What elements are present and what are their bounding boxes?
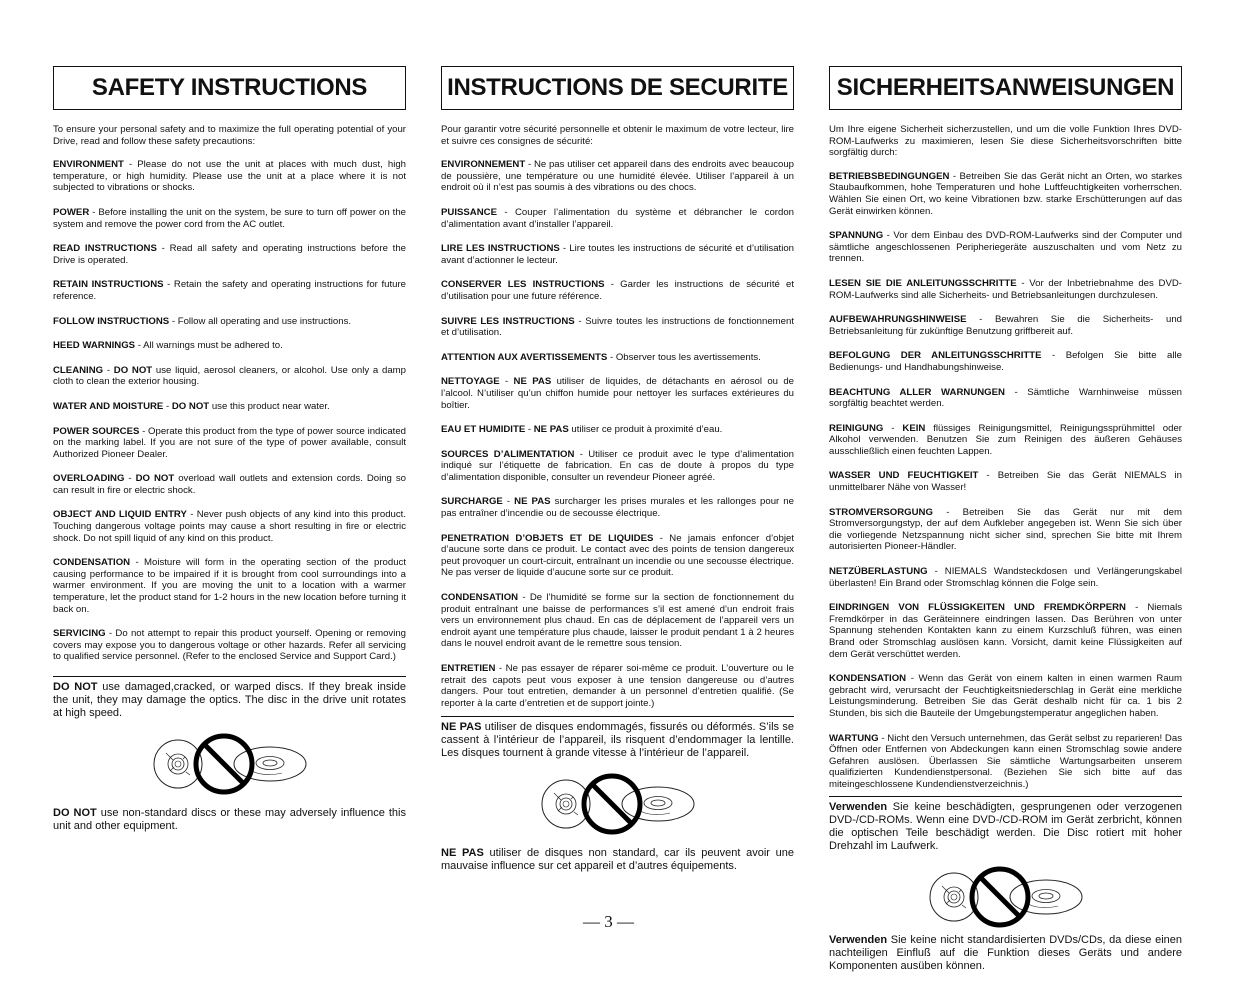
instruction-term: ENTRETIEN [441,663,496,674]
instruction-term: CONDENSATION [53,557,131,569]
non-standard-disc-warning [441,847,794,873]
instruction-term: READ INSTRUCTIONS [53,243,157,255]
instruction-text: - All warnings must be adhered to. [135,340,283,352]
instruction-text: overload wall outlets and extension cords. Doing so can result in fire or electric shock. [53,473,407,496]
instruction-term: OVERLOADING [53,473,125,485]
instruction-text: use this product near water. [209,400,330,412]
instruction-term: CONDENSATION [441,592,519,604]
instruction-item [53,365,406,388]
divider [441,716,794,717]
instruction-item [53,557,406,615]
instruction-text: utiliser de liquides, de détachants en aérosol ou de l’alcool. N’utiliser qu’un chiffon humide pour nettoyer les surfaces extérieures du boîtier. [441,376,794,411]
instruction-text: - Betreiben Sie das Gerät nicht an Orten, wo starkes Staubaufkommen, hohe Temperaturen und hohe Luftfeuchtigkeiten vorherrschen. Wählen Sie einen Ort, wo keine Vibrationen bzw. starke Erschütterungen auf das Gerät einwirken können. [829,170,1182,217]
instruction-item [53,159,406,194]
instruction-term: PUISSANCE [441,206,497,218]
instruction-term: BEACHTUNG ALLER WARNUNGEN [829,386,1005,398]
instruction-item [441,243,794,266]
instruction-term: ENVIRONNEMENT [441,159,526,171]
warning-text: use non-standard discs or these may adversely influence this unit and other equipment. [53,807,406,832]
instruction-sep: - [525,424,534,436]
instruction-list [441,159,794,709]
instruction-term: RETAIN INSTRUCTIONS [53,279,164,291]
intro-text: To ensure your personal safety and to maximize the full operating potential of your Drive, read and follow these safety precautions: [53,124,406,147]
instruction-text: - Please do not use the unit at places with much dust, high temperature, or high humidity. Please use the unit at a place where it is not subjected to vibrations or shocks. [53,159,406,194]
instruction-text: - Ne pas essayer de réparer soi-même ce produit. L’ouverture ou le retrait des capots peut vous exposer à une tension dangereuse ou d’autres dangers. Pour tout entretien, demander à un personnel d’entretien qualifié. (Se reporter à la carte d’entretien et de support jointe.) [441,663,794,709]
instruction-term: EINDRINGEN VON FLÜSSIGKEITEN UND FREMDKÖRPERN [829,602,1126,614]
instruction-text: - Ne jamais enfoncer d’objet d’aucune sorte dans ce produit. Le contact avec des points de tension dangereux peut provoquer un court-circuit, entraînant un incendie ou une secousse électrique. Ne pas verser de liquide d’aucune sorte sur ce produit. [441,532,794,579]
instruction-text: - Lire toutes les instructions de sécurité et d’utilisation avant d’actionner le lecteur. [441,243,794,266]
instruction-item [441,279,794,302]
instruction-term2: NE PAS [513,376,552,388]
instruction-term2: DO NOT [113,364,153,376]
instruction-text: surcharger les prises murales et les rallonges pour ne pas entraîner d’incendie ou de secousse électrique. [441,496,794,520]
instruction-term: FOLLOW INSTRUCTIONS [53,315,170,327]
instruction-term: POWER SOURCES [53,425,140,437]
instruction-text: - Betreiben Sie das Gerät nur mit dem Stromversorgungstyp, der auf dem Aufkleber angegeben ist. Wenn Sie sich über die vorliegende Netzspannung nicht sicher sind, sprechen Sie bitte mit Ihrem autorisierten Pioneer-Händler. [829,506,1182,553]
instruction-text: - Vor der Inbetriebnahme des DVD-ROM-Laufwerks sind alle Sicherheits- und Betriebsanleitungen durchzulesen. [829,277,1182,301]
no-damaged-disc-icon [928,866,1084,928]
instruction-term: SERVICING [53,628,106,640]
instruction-text: - Niemals Fremdkörper in das Geräteinnere eindringen lassen. Das Berühren von unter Spannung stehenden Kontakten kann zu einem Kurzschluß führen, was einen Brand oder Stromschlag auslösen kann. Vorsicht, damit keine Flüssigkeiten auf dem Gerät verschüttet werden. [829,602,1182,660]
instruction-item [441,496,794,519]
instruction-sep: - [163,400,172,412]
instruction-list [53,159,406,663]
damaged-disc-warning [53,681,406,720]
column-french [441,66,794,886]
instruction-item [829,566,1182,589]
warning-text: Sie keine beschädigten, gesprungenen oder verzogenen DVD-/CD-ROMs. Wenn eine DVD-/CD-ROM im Gerät zerbricht, können die optischen Teile beschädigt werden. Die Disc rotiert mit hoher Drehzahl im Laufwerk. [829,800,1182,852]
instruction-term: LIRE LES INSTRUCTIONS [441,243,560,255]
instruction-item [53,243,406,266]
instruction-term2: KEIN [902,422,926,434]
instruction-text: - Utiliser ce produit avec le type d’alimentation indiqué sur l’étiquette de fabrication. En cas de doute à propos du type d’alimentation disponible, consulter un revendeur Pioneer agréé. [441,448,794,483]
instruction-term: LESEN SIE DIE ANLEITUNGSSCHRITTE [829,277,1017,289]
instruction-item [829,314,1182,337]
instruction-list [829,171,1182,791]
instruction-item [441,376,794,411]
warning-term: Verwenden [829,933,888,946]
instruction-sep: - [499,376,514,388]
instruction-term2: NE PAS [533,424,569,436]
instruction-text: - Befolgen Sie bitte alle Bedienungs- und Handhabungshinweise. [829,350,1182,373]
instruction-text: - Ne pas utiliser cet appareil dans des endroits avec beaucoup de poussière, une température ou une humidité élevée. Utiliser l’appareil à un endroit où il n’est pas soumis à des vibrations ou des chocs. [441,159,794,194]
section-body [441,124,794,873]
instruction-text: - Nicht den Versuch unternehmen, das Gerät selbst zu reparieren! Das Öffnen oder Entfernen von Abdeckungen kann einen Stromschlag sowie andere Gefahren auslösen. Überlassen Sie sämtliche Wartungsarbeiten unserem qualifizierten Kundendienstpersonal. (Beziehen Sie sich bitte auf das miteingeschlossene Kundendienstverzeichnis.) [829,732,1182,790]
section-title: SAFETY INSTRUCTIONS [53,66,406,110]
instruction-sep: - [883,422,903,434]
disc-figure [441,773,794,835]
section-body [829,124,1182,973]
instruction-item [829,350,1182,373]
instruction-text: flüssiges Reinigungsmittel, Reinigungssprühmittel oder Alkohol verwenden. Benutzen Sie zum Reinigen des äußeren Gehäuses ausschließlich einen feuchten Lappen. [829,422,1182,457]
instruction-text: - Never push objects of any kind into this product. Touching dangerous voltage points may cause a short resulting in fire or electric shock. Do not spill liquid of any kind on this product. [53,509,406,544]
instruction-text: - Do not attempt to repair this product yourself. Opening or removing covers may expose you to dangerous voltage or other hazards. Refer all servicing to qualified service personnel. (Refer to the enclosed Service and Support Card.) [53,628,406,663]
section-title: SICHERHEITSANWEISUNGEN [829,66,1182,110]
instruction-sep: - [103,364,114,376]
column-german [829,66,1182,986]
no-damaged-disc-icon [540,773,696,835]
instruction-item [829,602,1182,660]
warning-term: Verwenden [829,800,888,813]
section-title: INSTRUCTIONS DE SECURITE [441,66,794,110]
instruction-item [829,278,1182,301]
instruction-text: - Sämtliche Warnhinweise müssen sorgfältig beachtet werden. [829,386,1183,410]
instruction-item [441,207,794,230]
warning-term: DO NOT [53,807,97,819]
instruction-term: CONSERVER LES INSTRUCTIONS [441,279,605,291]
instruction-term: SURCHARGE [441,496,503,508]
instruction-term: BETRIEBSBEDINGUNGEN [829,170,950,182]
instruction-text: - Bewahren Sie die Sicherheits- und Betriebsanleitung für zukünftige Benutzung griffbereit auf. [829,314,1182,337]
instruction-text: - Retain the safety and operating instructions for future reference. [53,279,406,302]
instruction-item [53,426,406,461]
instruction-item [53,279,406,302]
instruction-term: WATER AND MOISTURE [53,400,164,412]
instruction-text: - Vor dem Einbau des DVD-ROM-Laufwerks sind der Computer und sämtliche angeschlossenen Peripheriegeräte auszuschalten und vom Netz zu trennen. [829,230,1182,265]
instruction-text: - Observer tous les avertissements. [607,351,761,363]
instruction-term: SUIVRE LES INSTRUCTIONS [441,315,575,327]
intro-text: Pour garantir votre sécurité personnelle et obtenir le maximum de votre lecteur, lire et suivre ces consignes de sécurité: [441,124,794,147]
damaged-disc-warning [829,801,1182,853]
instruction-item [829,171,1182,217]
instruction-item [53,316,406,328]
instruction-item [829,507,1182,553]
instruction-text: - Garder les instructions de sécurité et d’utilisation pour une future référence. [441,279,795,302]
instruction-item [53,473,406,496]
instruction-item [829,423,1182,458]
instruction-sep: - [124,473,136,485]
instruction-item [829,470,1182,493]
instruction-text: - Before installing the unit on the system, be sure to turn off power on the system and remove the power cord from the AC outlet. [53,206,406,230]
divider [829,796,1182,797]
instruction-term2: DO NOT [135,473,175,485]
instruction-text: - NIEMALS Wandsteckdosen und Verlängerungskabel überlasten! Ein Brand oder Stromschlag können die Folge sein. [829,566,1182,589]
instruction-text: - Read all safety and operating instructions before the Drive is operated. [53,243,406,266]
instruction-item [53,628,406,663]
instruction-text: - Betreiben Sie das Gerät NIEMALS in unmittelbarer Nähe von Wasser! [829,470,1182,494]
instruction-item [441,533,794,579]
instruction-term: CLEANING [53,364,104,376]
instruction-sep: - [502,496,515,508]
instruction-item [441,159,794,194]
warning-text: use damaged,cracked, or warped discs. If they break inside the unit, they may damage the optics. The disc in the drive unit rotates at high speed. [53,681,406,719]
instruction-item [441,316,794,339]
warning-text: utiliser de disques endommagés, fissurés ou déformés. S’ils se cassent à l’intérieur de l’appareil, ils risquent d’endommager la lentille. Les disques tournent à grande vitesse à l’intérieur de l’appareil. [441,721,795,760]
instruction-item [441,352,794,364]
instruction-term: EAU ET HUMIDITE [441,424,526,436]
instruction-text: - Moisture will form in the operating section of the product causing performance to be impaired if it is brought from cool surroundings into a warmer environment. If you are moving the unit to a location with a warmer temperature, let the product stand for 1-2 hours in the new location before turning it back on. [53,557,406,615]
instruction-term: ENVIRONMENT [53,159,124,171]
instruction-term: WASSER UND FEUCHTIGKEIT [829,470,979,482]
instruction-term: REINIGUNG [829,422,884,434]
non-standard-disc-warning [53,807,406,833]
intro-text: Um Ihre eigene Sicherheit sicherzustellen, und um die volle Funktion Ihres DVD-ROM-Laufwerks zu maximieren, lesen Sie diese Sicherheitsvorschriften bitte sorgfältig durch: [829,124,1182,159]
instruction-term: NETZÜBERLASTUNG [829,566,928,578]
warning-term: NE PAS [441,847,484,860]
instruction-item [829,733,1182,791]
instruction-term2: DO NOT [171,400,210,412]
instruction-item [441,424,794,436]
instruction-item [53,401,406,413]
instruction-term: BEFOLGUNG DER ANLEITUNGSSCHRITTE [829,350,1042,362]
no-damaged-disc-icon [152,733,308,795]
instruction-item [441,663,794,709]
warning-term: NE PAS [441,721,482,734]
instruction-term: KONDENSATION [829,673,907,685]
section-body [53,124,406,833]
divider [53,676,406,677]
instruction-term: ATTENTION AUX AVERTISSEMENTS [441,351,608,363]
instruction-text: - Suivre toutes les instructions de fonctionnement et d’utilisation. [441,315,794,339]
instruction-text: - Follow all operating and use instructions. [169,315,352,327]
non-standard-disc-warning [829,934,1182,973]
instruction-item [53,340,406,352]
instruction-item [441,592,794,650]
instruction-term: OBJECT AND LIQUID ENTRY [53,509,187,521]
instruction-term: WARTUNG [829,732,879,744]
column-english [53,66,406,846]
instruction-text: utiliser ce produit à proximité d’eau. [568,424,723,436]
instruction-text: - Wenn das Gerät von einem kalten in einen warmen Raum gebracht wird, verursacht der Feuchtigkeitsniederschlag in Gerät eine merkliche Leistungsminderung. Betreiben Sie das Gerät deshalb nicht für ca. 1 bis 2 Stunden, bis sich die Bauteile der Umgebungstemperatur angeglichen haben. [829,673,1182,719]
instruction-term: SOURCES D’ALIMENTATION [441,448,575,460]
instruction-term: PENETRATION D’OBJETS ET DE LIQUIDES [441,532,654,544]
disc-figure [53,733,406,795]
instruction-term: STROMVERSORGUNG [829,506,933,518]
instruction-text: - De l’humidité se forme sur la section de fonctionnement du produit entraînant une baisse de performances s’il est amené d’un endroit frais vers un environnement plus chaud. En cas de déplacement de l’appareil vers un endroit ayant une température plus chaude, laisser le produit pendant 1 à 2 heures dans le nouvel endroit avant de le remettre sous tension. [441,592,794,650]
instruction-text: - Operate this product from the type of power source indicated on the marking label. If you are not sure of the type of power available, consult Authorized Pioneer Dealer. [53,425,406,460]
instruction-text: - Couper l’alimentation du système et débrancher le cordon d’alimentation avant d’installer l’appareil. [441,206,794,230]
instruction-term: POWER [53,206,90,218]
instruction-text: use liquid, aerosol cleaners, or alcohol. Use only a damp cloth to clean the exterior housing. [53,364,406,388]
instruction-item [53,207,406,230]
warning-text: utiliser de disques non standard, car ils peuvent avoir une mauvaise influence sur cet appareil et d’autres équipements. [441,847,794,873]
instruction-item [829,673,1182,719]
warning-text: Sie keine nicht standardisierten DVDs/CDs, da diese einen nachteiligen Einfluß auf die Funktion dieses Geräts und andere Komponenten ausüben können. [829,933,1182,972]
instruction-item [829,387,1182,410]
warning-term: DO NOT [53,681,98,693]
instruction-term: SPANNUNG [829,230,884,242]
instruction-term: AUFBEWAHRUNGSHINWEISE [829,314,967,326]
instruction-item [829,230,1182,265]
instruction-term: HEED WARNINGS [53,340,136,352]
disc-figure [829,866,1182,928]
damaged-disc-warning [441,721,794,760]
instruction-term: NETTOYAGE [441,376,500,388]
instruction-term2: NE PAS [514,496,551,508]
instruction-item [53,509,406,544]
instruction-item [441,449,794,484]
page-number: — 3 — [583,912,634,931]
